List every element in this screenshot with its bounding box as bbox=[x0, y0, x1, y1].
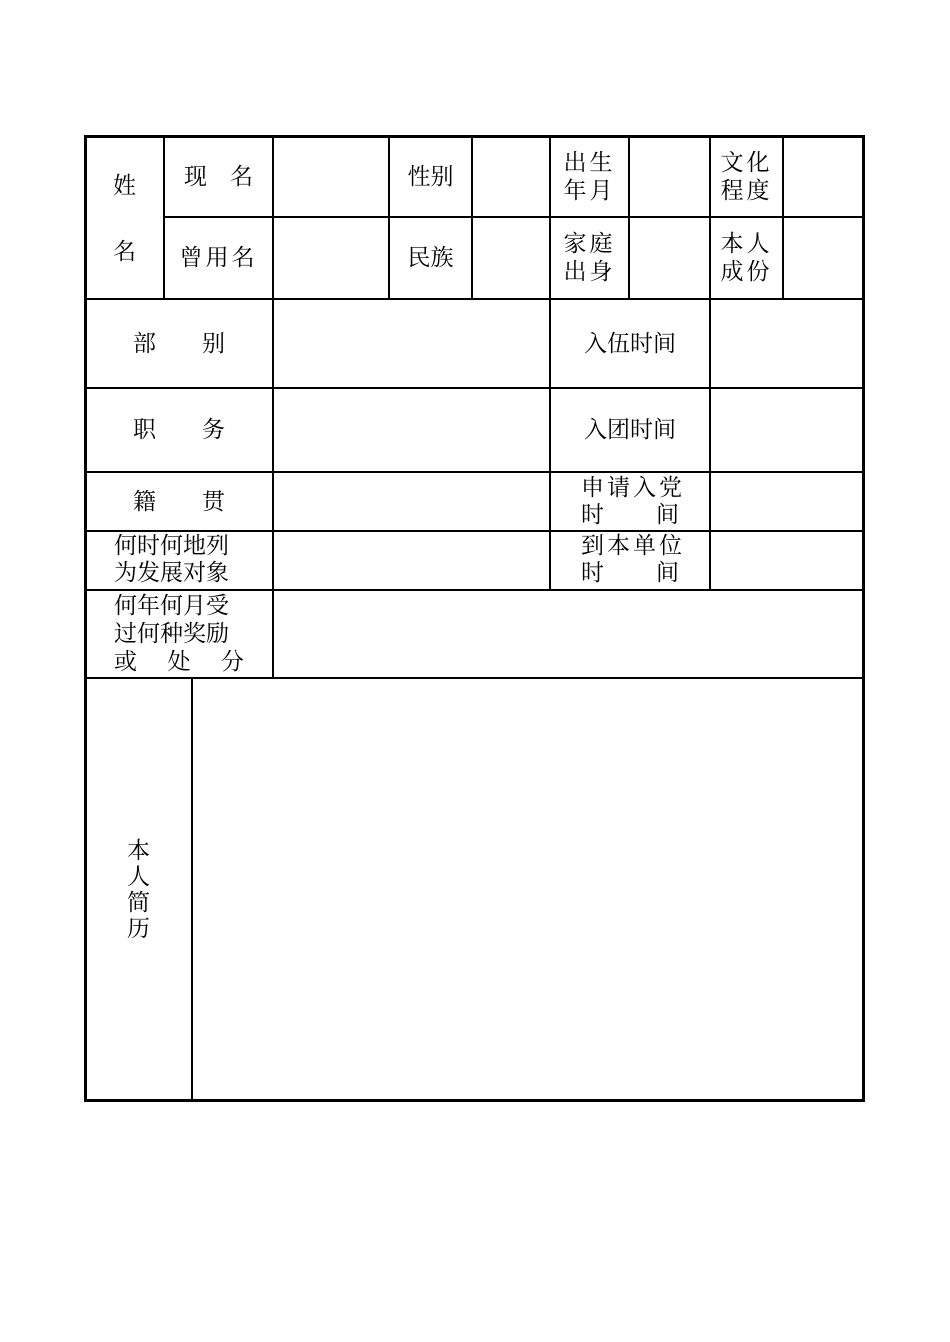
family-background-label: 家庭 出身 bbox=[563, 231, 616, 285]
col-line bbox=[782, 135, 784, 299]
row-line bbox=[84, 530, 865, 532]
enlist-time-label: 入伍时间 bbox=[584, 330, 676, 357]
birth-date-label: 出生 年月 bbox=[563, 149, 616, 204]
name-label-bottom: 名 bbox=[113, 239, 136, 265]
name-label-top: 姓 bbox=[113, 173, 136, 199]
native-place-label: 籍 贯 bbox=[133, 488, 225, 515]
col-line bbox=[191, 677, 193, 1102]
row-line bbox=[84, 589, 865, 591]
education-label: 文化 程度 bbox=[720, 149, 773, 204]
unit-arrival-time-label: 到本单位 时 间 bbox=[581, 533, 685, 586]
department-label: 部 别 bbox=[133, 330, 225, 357]
party-apply-time-label: 申请入党 时 间 bbox=[581, 475, 685, 528]
col-line bbox=[628, 135, 630, 299]
development-target-label: 何时何地列 为发展对象 bbox=[114, 533, 229, 586]
current-name-label: 现 名 bbox=[184, 163, 253, 190]
col-line bbox=[471, 135, 473, 299]
league-time-label: 入团时间 bbox=[584, 417, 676, 443]
resume-label: 本 人 简 历 bbox=[127, 838, 150, 942]
position-label: 职 务 bbox=[133, 417, 225, 443]
ethnicity-label: 民族 bbox=[407, 245, 454, 271]
awards-punishment-label: 何年何月受 过何种奖励 或 处 分 bbox=[114, 593, 244, 675]
gender-label: 性别 bbox=[407, 163, 454, 190]
personal-status-label: 本人 成份 bbox=[720, 231, 773, 285]
former-name-label: 曾用名 bbox=[179, 245, 258, 271]
row-line bbox=[84, 677, 865, 679]
col-line bbox=[272, 135, 274, 678]
